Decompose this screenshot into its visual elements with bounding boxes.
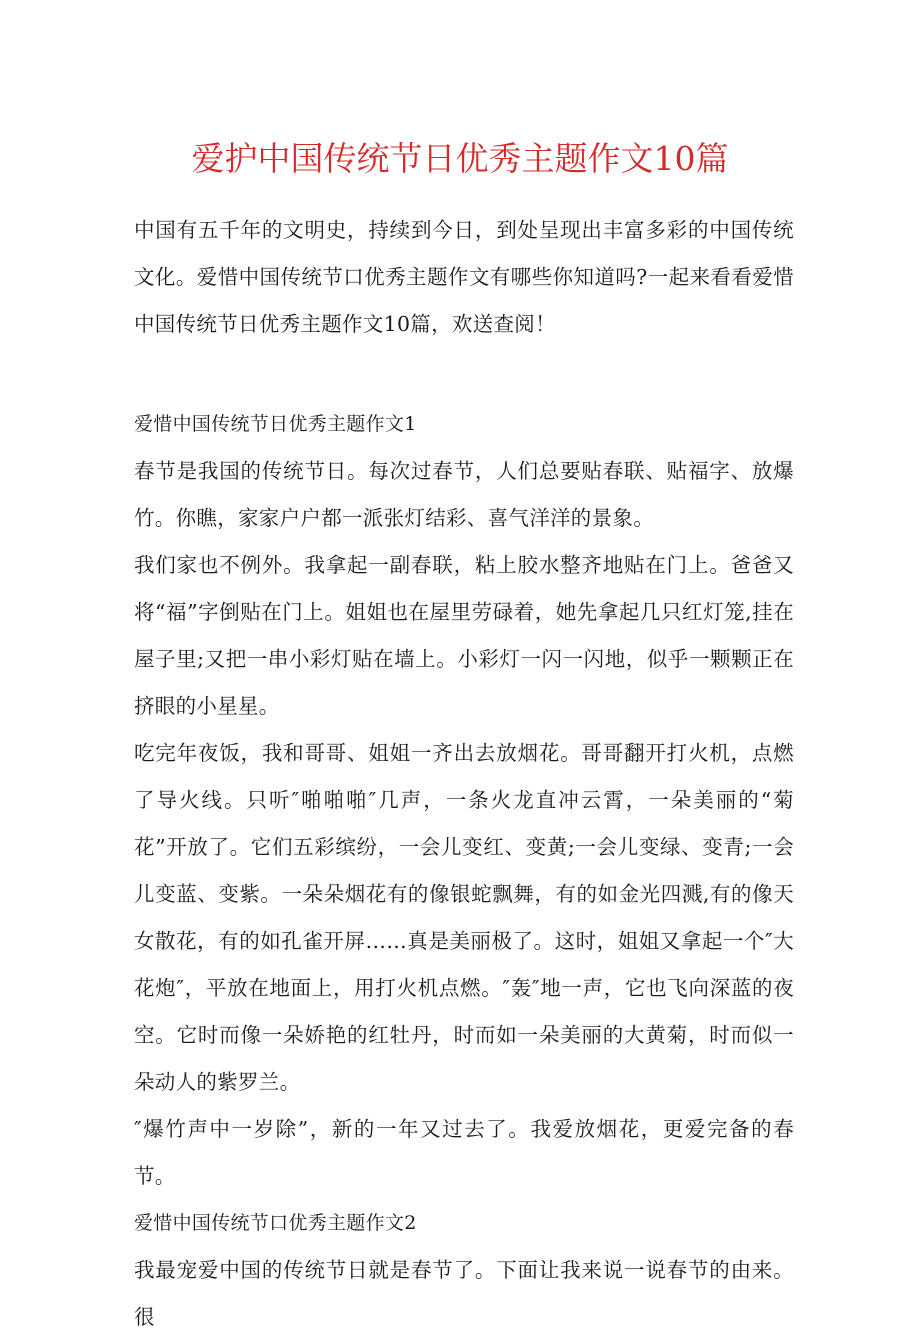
intro-paragraph: 中国有五千年的文明史，持续到今日，到处呈现出丰富多彩的中国传统文化。爱惜中国传统节口优秀主题作文有哪些你知道吗?一起来看看爱惜中国传统节日优秀主题作文10篇，欢送查阅！: [134, 218, 794, 336]
section-heading-2: 爱惜中国传统节口优秀主题作文2: [134, 1212, 417, 1234]
paragraph: 春节是我国的传统节日。每次过春节，人们总要贴春联、贴福字、放爆竹。你瞧，家家户户都一派张灯结彩、喜气洋洋的景象。: [134, 459, 794, 530]
essay-sections: [134, 401, 794, 1341]
paragraph: ″爆竹声中一岁除”，新的一年又过去了。我爱放烟花，更爱完备的春节。: [134, 1117, 794, 1188]
intro-block: [134, 207, 794, 348]
paragraph: 我最宠爱中国的传统节日就是春节了。下面让我来说一说春节的由来。很: [134, 1258, 794, 1329]
document-title: 爱护中国传统节日优秀主题作文10篇: [191, 139, 729, 178]
section-heading-1: 爱惜中国传统节日优秀主题作文1: [134, 413, 417, 435]
paragraph: 吃完年夜饭，我和哥哥、姐姐一齐出去放烟花。哥哥翻开打火机，点燃了导火线。只听″啪啪啪″几声，一条火龙直冲云霄，一朵美丽的“菊花”开放了。它们五彩缤纷，一会儿变红、变黄;一会儿变绿、变青;一会儿变蓝、变紫。一朵朵烟花有的像银蛇飘舞，有的如金光四溅,有的像天女散花，有的如孔雀开屏……真是美丽极了。这时，姐姐又拿起一个″大花炮″，平放在地面上，用打火机点燃。″轰″地一声，它也飞向深蓝的夜空。它时而像一朵娇艳的红牡丹，时而如一朵美丽的大黄菊，时而似一朵动人的紫罗兰。: [134, 741, 794, 1094]
paragraph: 我们家也不例外。我拿起一副春联，粘上胶水整齐地贴在门上。爸爸又将“福”字倒贴在门上。姐姐也在屋里劳碌着，她先拿起几只红灯笼,挂在屋子里;又把一串小彩灯贴在墙上。小彩灯一闪一闪地，似乎一颗颗正在挤眼的小星星。: [134, 553, 794, 718]
